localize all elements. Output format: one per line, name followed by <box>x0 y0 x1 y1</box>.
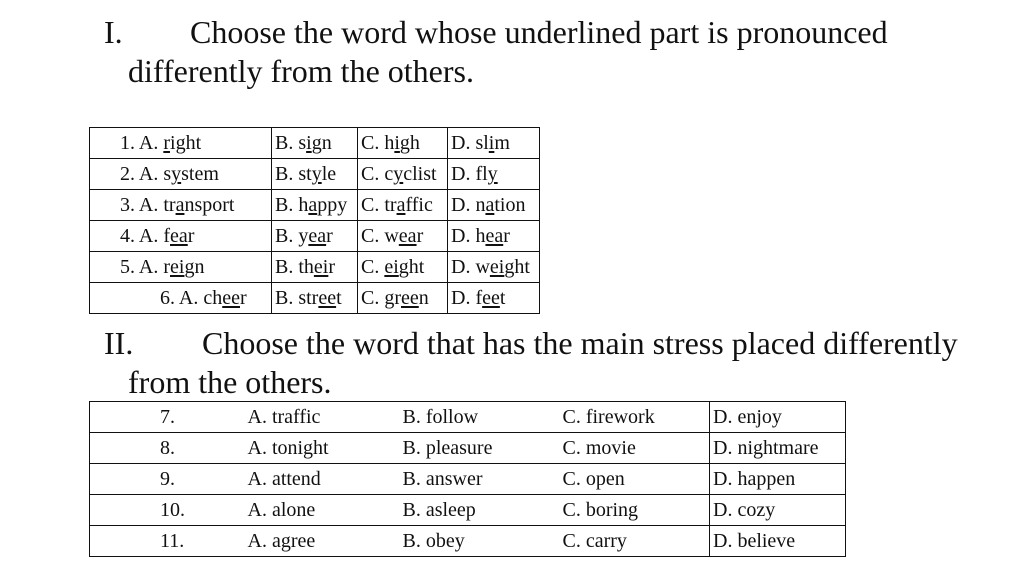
word-part: D. w <box>451 256 490 278</box>
word-part: r <box>326 225 333 247</box>
section-2-number: II. <box>104 325 134 361</box>
option-c[interactable] <box>358 283 448 314</box>
underlined-part: a <box>485 194 495 216</box>
option-d[interactable] <box>448 283 540 314</box>
option-a[interactable]: A. tonight <box>245 433 400 464</box>
option-a[interactable]: A. attend <box>245 464 400 495</box>
question-number: 7. <box>90 402 245 433</box>
option-a[interactable]: A. agree <box>245 526 400 557</box>
question-row <box>90 526 846 557</box>
word-part: 1. A. <box>120 132 164 154</box>
underlined-part: ei <box>384 256 399 278</box>
underlined-part: y <box>393 163 404 185</box>
section-1-instruction-cont: differently from the others. <box>128 53 474 89</box>
word-part: D. fl <box>451 163 488 185</box>
word-part: C. c <box>361 163 394 185</box>
option-c[interactable]: C. movie <box>560 433 710 464</box>
underlined-part: ee <box>222 287 240 309</box>
underlined-part: ea <box>170 225 188 247</box>
section-2-instruction: Choose the word that has the main stress placed differently <box>202 325 958 361</box>
word-part: t <box>499 287 506 309</box>
word-part: 6. A. ch <box>160 287 223 309</box>
underlined-part: ei <box>313 256 329 278</box>
option-d[interactable]: D. believe <box>710 526 846 557</box>
word-part: ght <box>175 132 202 154</box>
option-a[interactable] <box>90 283 272 314</box>
underlined-part: ei <box>170 256 185 278</box>
option-b[interactable] <box>272 252 358 283</box>
question-number: 9. <box>90 464 245 495</box>
underlined-part: y <box>311 163 322 185</box>
option-a[interactable] <box>90 159 272 190</box>
underlined-part: ee <box>482 287 500 309</box>
option-a[interactable]: A. traffic <box>245 402 400 433</box>
underlined-part: ea <box>308 225 327 247</box>
option-b[interactable] <box>272 221 358 252</box>
option-d[interactable]: D. happen <box>710 464 846 495</box>
underlined-part: ee <box>318 287 337 309</box>
word-part: r <box>503 225 510 247</box>
section-2-heading <box>104 324 958 362</box>
word-part: le <box>321 163 337 185</box>
underlined-part: r <box>163 132 171 154</box>
option-c[interactable] <box>358 190 448 221</box>
question-number: 11. <box>90 526 245 557</box>
word-part: D. f <box>451 287 483 309</box>
option-b[interactable] <box>272 283 358 314</box>
underlined-part: a <box>396 194 406 216</box>
word-part: 2. A. s <box>120 163 172 185</box>
option-a[interactable] <box>90 221 272 252</box>
word-part: r <box>239 287 247 309</box>
question-row <box>90 221 540 252</box>
option-d[interactable]: D. cozy <box>710 495 846 526</box>
word-part: D. n <box>451 194 486 216</box>
word-part: B. y <box>275 225 309 247</box>
word-part: t <box>336 287 342 309</box>
option-b[interactable] <box>272 128 358 159</box>
option-c[interactable]: C. firework <box>560 402 710 433</box>
word-part: C. h <box>361 132 395 154</box>
underlined-part: y <box>487 163 498 185</box>
word-part: nsport <box>184 194 235 216</box>
underlined-part: ee <box>401 287 419 309</box>
underlined-part: i <box>306 132 312 154</box>
stress-table <box>89 401 846 557</box>
word-part: D. h <box>451 225 486 247</box>
question-number: 8. <box>90 433 245 464</box>
word-part: r <box>187 225 195 247</box>
option-a[interactable] <box>90 128 272 159</box>
option-c[interactable]: C. open <box>560 464 710 495</box>
word-part: 4. A. f <box>120 225 170 247</box>
option-c[interactable]: C. boring <box>560 495 710 526</box>
question-row <box>90 128 540 159</box>
option-a[interactable]: A. alone <box>245 495 400 526</box>
word-part: B. st <box>275 163 312 185</box>
word-part: ght <box>398 256 425 278</box>
word-part: B. h <box>275 194 309 216</box>
option-d[interactable] <box>448 221 540 252</box>
underlined-part: ea <box>485 225 504 247</box>
word-part: gh <box>399 132 420 154</box>
question-row <box>90 159 540 190</box>
word-part: gn <box>184 256 205 278</box>
underlined-part: i <box>394 132 400 154</box>
word-part: n <box>418 287 429 309</box>
word-part: gn <box>311 132 332 154</box>
question-row <box>90 464 846 495</box>
word-part: C. tr <box>361 194 397 216</box>
question-row <box>90 433 846 464</box>
option-d[interactable] <box>448 159 540 190</box>
word-part: ffic <box>405 194 433 216</box>
option-b[interactable]: B. obey <box>400 526 560 557</box>
option-b[interactable] <box>272 190 358 221</box>
option-d[interactable]: D. enjoy <box>710 402 846 433</box>
option-c[interactable]: C. carry <box>560 526 710 557</box>
word-part: 3. A. tr <box>120 194 176 216</box>
word-part: clist <box>403 163 437 185</box>
question-row <box>90 283 540 314</box>
word-part: 5. A. r <box>120 256 170 278</box>
option-c[interactable] <box>358 252 448 283</box>
word-part: B. str <box>275 287 319 309</box>
word-part: i <box>170 132 176 154</box>
pronunciation-table <box>89 127 540 314</box>
option-d[interactable]: D. nightmare <box>710 433 846 464</box>
underlined-part: ei <box>489 256 505 278</box>
section-1-instruction: Choose the word whose underlined part is pronounced <box>190 14 888 50</box>
underlined-part: a <box>175 194 185 216</box>
option-d[interactable] <box>448 128 540 159</box>
word-part: ppy <box>317 194 348 216</box>
underlined-part: a <box>308 194 318 216</box>
word-part: stem <box>181 163 219 185</box>
word-part: C. <box>361 256 385 278</box>
underlined-part: ea <box>398 225 417 247</box>
option-d[interactable] <box>448 252 540 283</box>
question-row <box>90 190 540 221</box>
question-row <box>90 402 846 433</box>
word-part: m <box>494 132 510 154</box>
question-number: 10. <box>90 495 245 526</box>
option-b[interactable]: B. asleep <box>400 495 560 526</box>
question-row <box>90 252 540 283</box>
question-row <box>90 495 846 526</box>
option-c[interactable] <box>358 159 448 190</box>
option-c[interactable] <box>358 128 448 159</box>
word-part: B. th <box>275 256 314 278</box>
option-b[interactable]: B. answer <box>400 464 560 495</box>
word-part: C. gr <box>361 287 401 309</box>
word-part: D. sl <box>451 132 489 154</box>
section-2-instruction-cont: from the others. <box>128 364 332 400</box>
underlined-part: y <box>171 163 182 185</box>
option-b[interactable] <box>272 159 358 190</box>
section-1-heading <box>104 13 888 51</box>
word-part: B. s <box>275 132 307 154</box>
option-a[interactable] <box>90 190 272 221</box>
word-part: tion <box>494 194 526 216</box>
option-d[interactable] <box>448 190 540 221</box>
option-b[interactable]: B. follow <box>400 402 560 433</box>
option-c[interactable] <box>358 221 448 252</box>
option-b[interactable]: B. pleasure <box>400 433 560 464</box>
word-part: r <box>416 225 424 247</box>
word-part: ght <box>504 256 530 278</box>
option-a[interactable] <box>90 252 272 283</box>
section-1-number: I. <box>104 14 123 50</box>
word-part: r <box>328 256 336 278</box>
underlined-part: i <box>488 132 495 154</box>
word-part: C. w <box>361 225 399 247</box>
